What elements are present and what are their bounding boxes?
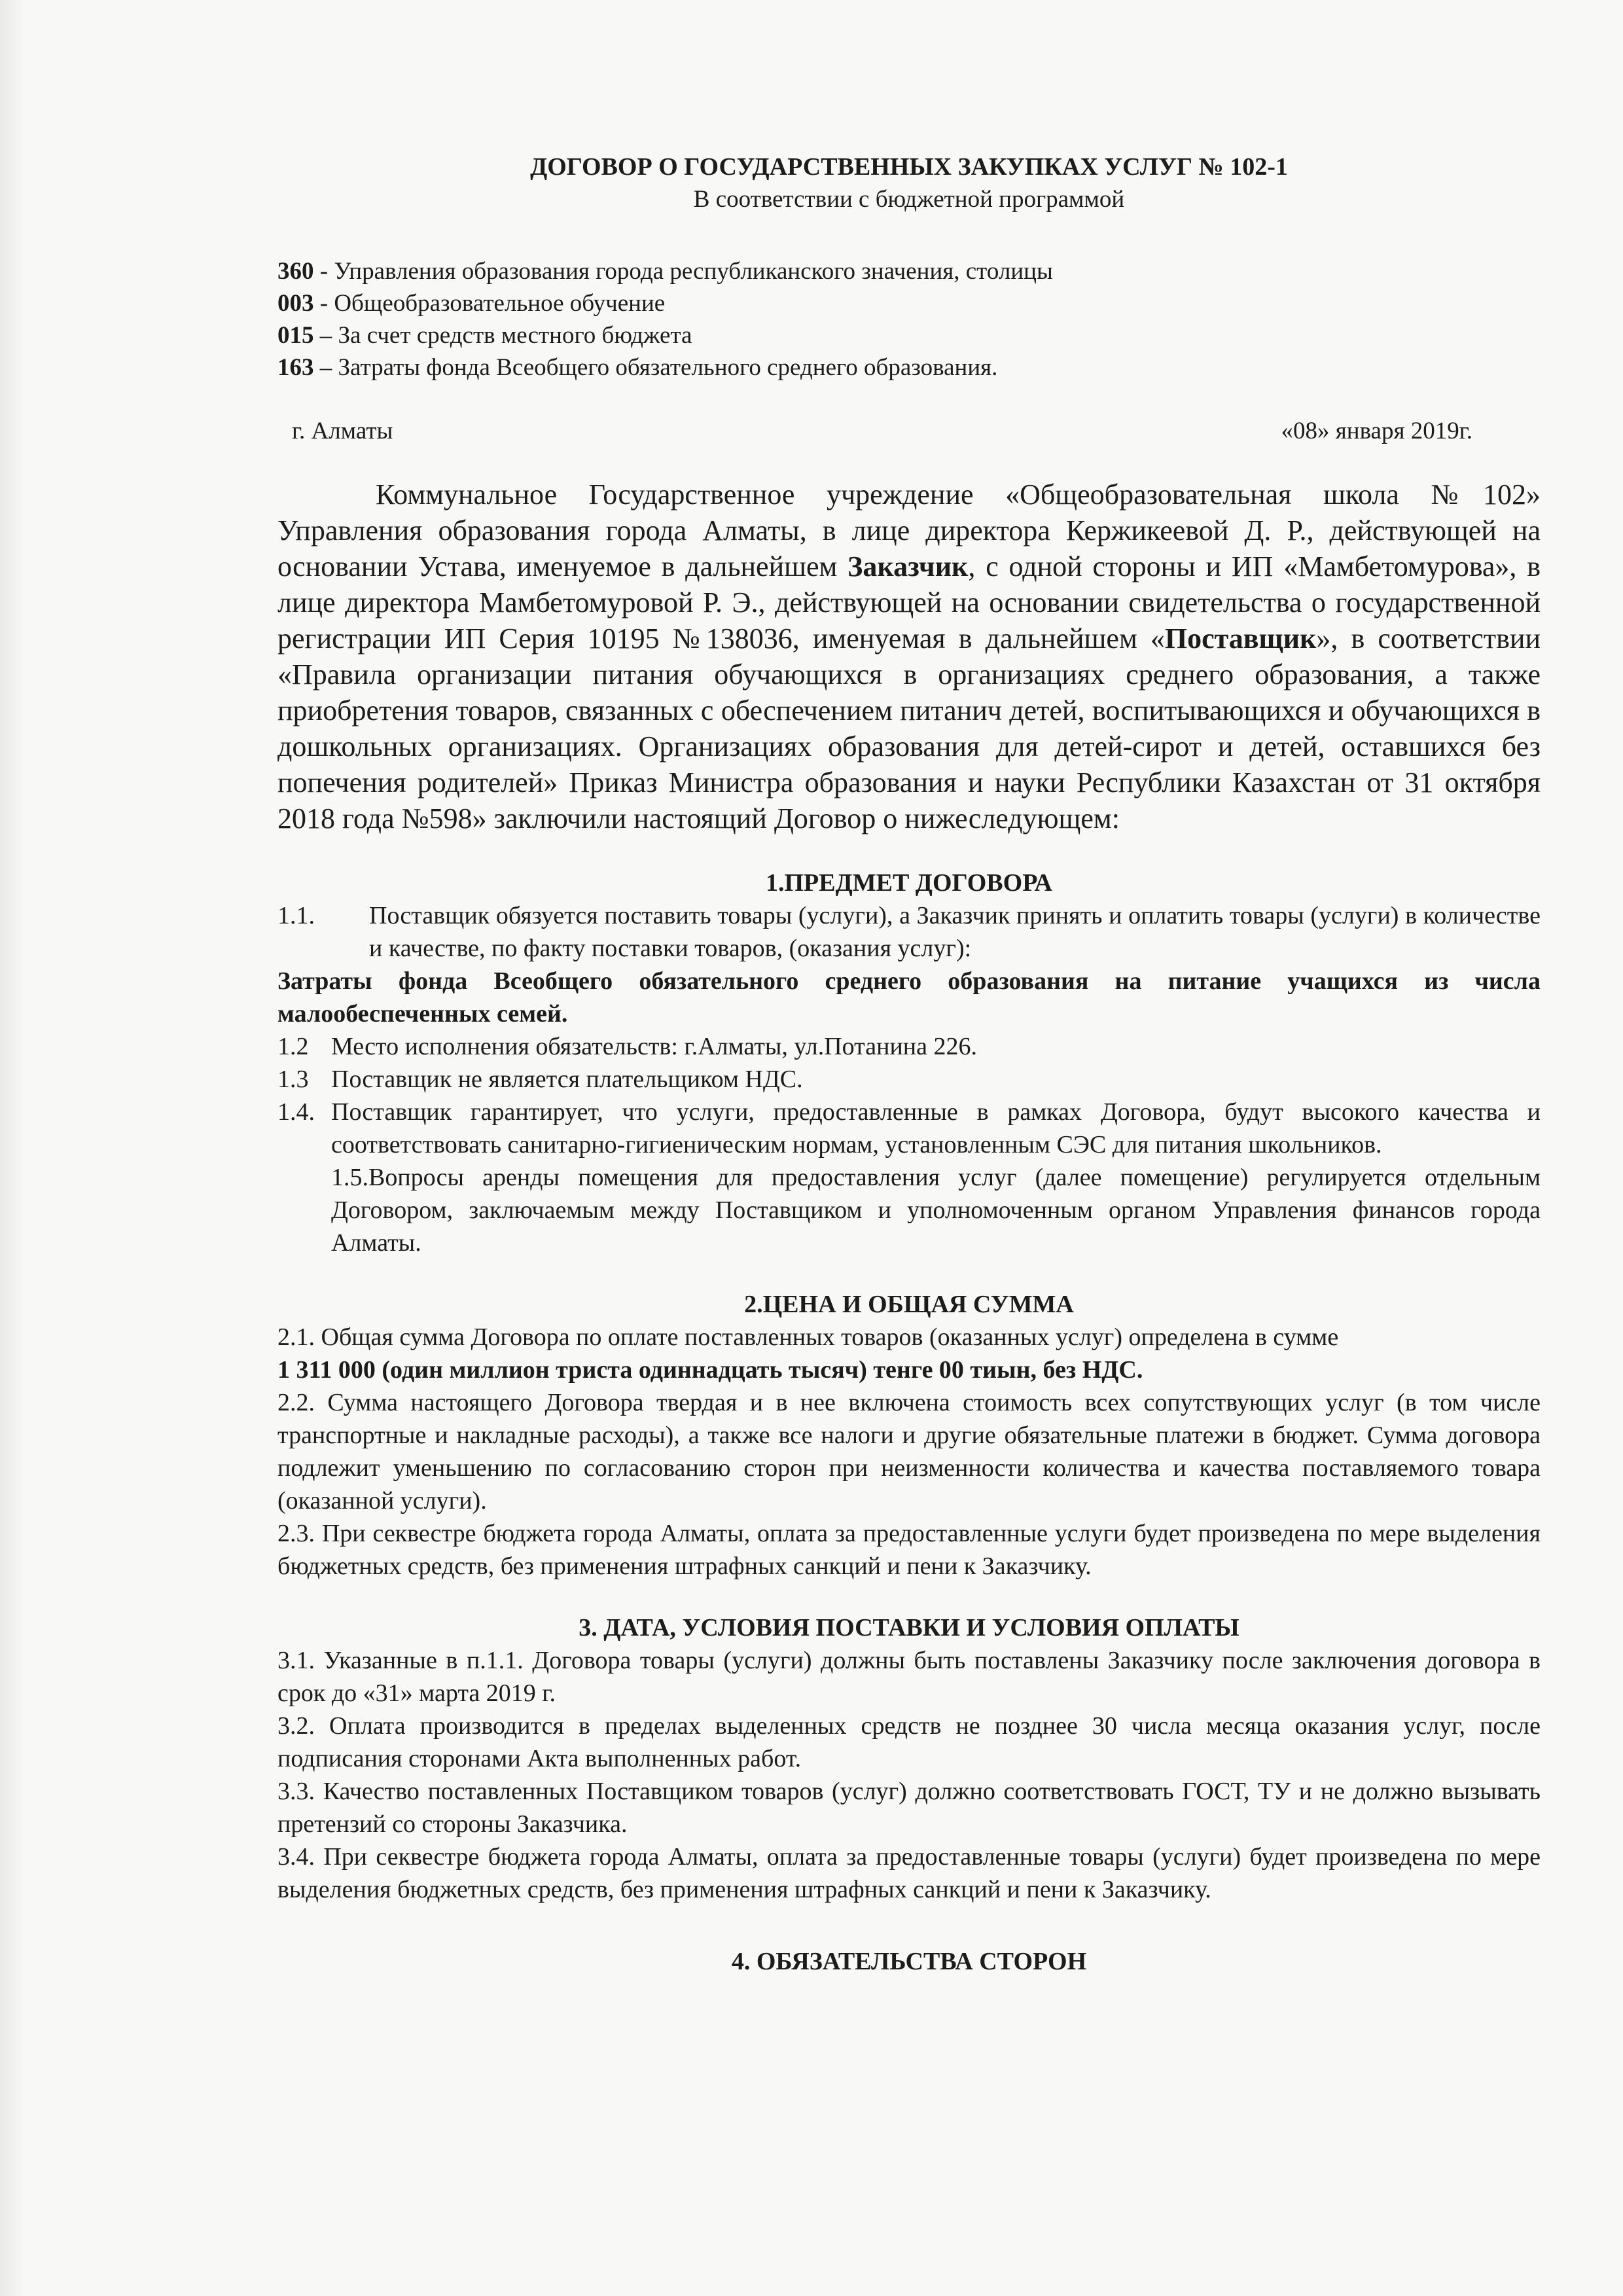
section-1-title: 1.ПРЕДМЕТ ДОГОВОРА	[765, 869, 1052, 897]
budget-code-line: 003 - Общеобразовательное обучение	[277, 290, 666, 317]
contract-sum: 1 311 000 (один миллион триста одиннадцать тысяч) тенге 00 тиын, без НДС.	[277, 1356, 1143, 1384]
clause-1-3: 1.3 Поставщик не является плательщиком НДС.	[277, 1066, 803, 1093]
clause-3-4: 3.4. При секвестре бюджета города Алматы, оплата за предоставленные товары (услуги) будет произведена по мере выделения бюджетных средств, без применения штрафных санкций и пени к Заказчику.	[277, 1843, 1541, 1903]
contract-place: г. Алматы	[292, 418, 393, 444]
clause-1-4: 1.4. Поставщик гарантирует, что услуги, предоставленные в рамках Договора, будут высокого качества и соответствовать санитарно-гигиеническим нормам, установленным СЭС для питания школьников.	[277, 1098, 1541, 1158]
budget-code-line: 360 - Управления образования города республиканского значения, столицы	[277, 258, 1053, 285]
document-content	[277, 151, 1541, 1978]
section-3-title: 3. ДАТА, УСЛОВИЯ ПОСТАВКИ И УСЛОВИЯ ОПЛАТЫ	[579, 1614, 1240, 1641]
contract-title: ДОГОВОР О ГОСУДАРСТВЕННЫХ ЗАКУПКАХ УСЛУГ № 102-1	[530, 153, 1288, 181]
clause-3-3: 3.3. Качество поставленных Поставщиком товаров (услуг) должно соответствовать ГОСТ, ТУ и не должно вызывать претензий со стороны Заказчика.	[277, 1778, 1541, 1838]
contract-date: «08» января 2019г.	[1281, 418, 1472, 444]
budget-code-line: 015 – За счет средств местного бюджета	[277, 322, 692, 349]
clause-1-1: 1.1. Поставщик обязуется поставить товары (услуги), а Заказчик принять и оплатить товары (услуги) в количестве и качестве, по факту поставки товаров, (оказания услуг):	[277, 902, 1541, 962]
contract-subtitle: В соответствии с бюджетной программой	[693, 186, 1125, 213]
clause-2-1: 2.1. Общая сумма Договора по оплате поставленных товаров (оказанных услуг) определена в сумме	[277, 1323, 1339, 1351]
clause-3-2: 3.2. Оплата производится в пределах выделенных средств не позднее 30 числа месяца оказания услуг, после подписания сторонами Акта выполненных работ.	[277, 1712, 1541, 1772]
section-2-title: 2.ЦЕНА И ОБЩАЯ СУММА	[744, 1291, 1074, 1318]
budget-code-line: 163 – Затраты фонда Всеобщего обязательного среднего образования.	[277, 354, 998, 381]
budget-codes	[277, 255, 1541, 384]
clause-1-5: 1.5.Вопросы аренды помещения для предоставления услуг (далее помещение) регулируется отдельным Договором, заключаемым между Поставщиком и уполномоченным органом Управления финансов города Алматы.	[331, 1164, 1541, 1257]
clause-1-1-bold: Затраты фонда Всеобщего обязательного среднего образования на питание учащихся из числа малообеспеченных семей.	[277, 967, 1541, 1028]
clause-2-2: 2.2. Сумма настоящего Договора твердая и в нее включена стоимость всех сопутствующих услуг (в том числе транспортные и накладные расходы), а также все налоги и другие обязательные платежи в бюджет. Сумма договора подлежит уменьшению по согласованию сторон при неизменности количества и качества поставляемого товара (оказанной услуги).	[277, 1389, 1541, 1515]
place-date-row	[277, 415, 1541, 448]
preamble: Коммунальное Государственное учреждение «Общеобразовательная школа №102» Управления образования города Алматы, в лице директора Кержикеевой Д. Р., действующей на основании Устава, именуемое в дальнейшем Заказчик, с одной стороны и ИП «Мамбетомурова», в лице директора Мамбетомуровой Р. Э., действующей на основании свидетельства о государственной регистрации ИП Серия 10195 №138036, именуемая в дальнейшем «Поставщик», в соответствии «Правила организации питания обучающихся в организациях среднего образования, а также приобретения товаров, связанных с обеспечением питанич детей, воспитывающихся и обучающихся в дошкольных организациях. Организациях образования для детей-сирот и детей, оставшихся без попечения родителей» Приказ Министра образования и науки Республики Казахстан от 31 октября 2018 года №598» заключили настоящий Договор о нижеследующем:	[277, 478, 1541, 834]
clause-1-2: 1.2 Место исполнения обязательств: г.Алматы, ул.Потанина 226.	[277, 1033, 977, 1060]
clause-3-1: 3.1. Указанные в п.1.1. Договора товары (услуги) должны быть поставлены Заказчику после заключения договора в срок до «31» марта 2019 г.	[277, 1647, 1541, 1707]
section-4-title: 4. ОБЯЗАТЕЛЬСТВА СТОРОН	[731, 1948, 1087, 1975]
clause-2-3: 2.3. При секвестре бюджета города Алматы, оплата за предоставленные услуги будет произведена по мере выделения бюджетных средств, без применения штрафных санкций и пени к Заказчику.	[277, 1520, 1541, 1580]
